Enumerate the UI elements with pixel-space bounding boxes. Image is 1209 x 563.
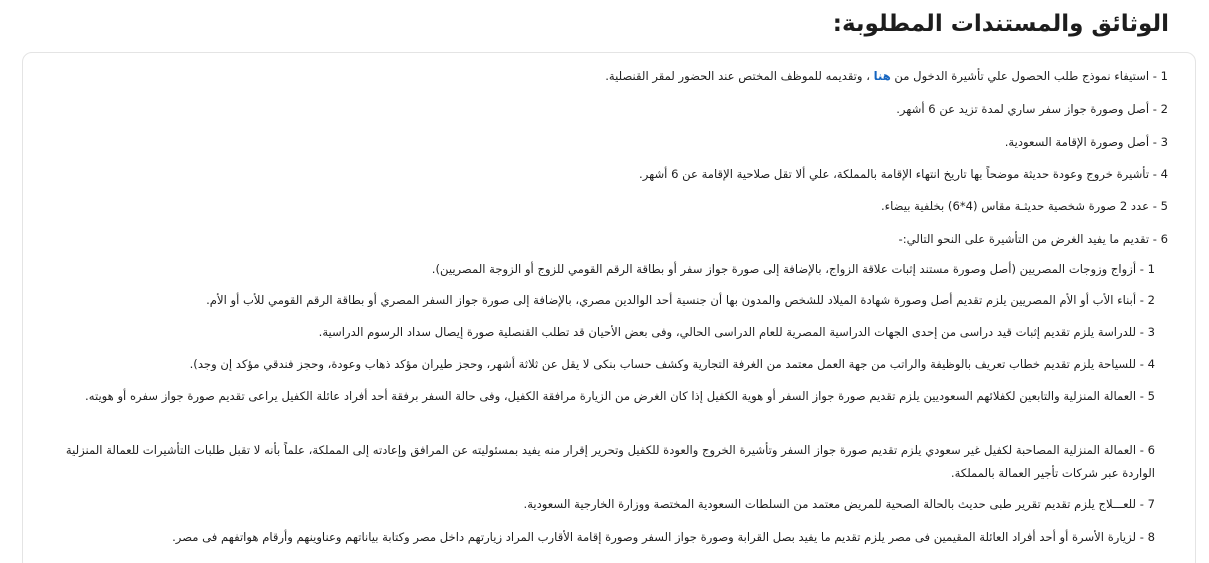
purpose-item-6: 6 - العمالة المنزلية المصاحبة لكفيل غير سعودي يلزم تقديم صورة جواز السفر وتأشيرة الخروج والعودة للكفيل وتحرير إقرار منه يفيد بمسئوليته عن المرافق وإعادته إلى المملكة، علماً بأنه لا تقبل طلبات التأشيرات للعمالة المنزلية الواردة عبر شركات تأجير العمالة بالمملكة.: [65, 443, 1155, 480]
page-title: الوثائق والمستندات المطلوبة:: [832, 11, 1169, 37]
purpose-item-3: 3 - للدراسة يلزم تقديم إثبات قيد دراسى من إحدى الجهات الدراسية المصرية للعام الدراسى الحالي، وفى بعض الأحيان قد تطلب القنصلية صورة إيصال سداد الرسوم الدراسية.: [318, 325, 1155, 339]
purpose-item-1: 1 - أزواج وزوجات المصريين (أصل وصورة مستند إثبات علاقة الزواج، بالإضافة إلى صورة جواز سفر أو بطاقة الرقم القومي للزوج أو الزوجة المصريين).: [431, 262, 1155, 276]
requirement-item-1-before: 1 - استيفاء نموذج طلب الحصول علي تأشيرة الدخول من: [890, 69, 1168, 83]
requirement-item-1-after: ، وتقديمه للموظف المختص عند الحضور لمقر القنصلية.: [605, 69, 874, 83]
requirement-item-2: 2 - أصل وصورة جواز سفر ساري لمدة تزيد عن 6 أشهر.: [896, 102, 1168, 116]
requirement-item-5: 5 - عدد 2 صورة شخصية حديثـة مقاس (4*6) بخلفية بيضاء.: [880, 199, 1168, 213]
purpose-item-8: 8 - لزيارة الأسرة أو أحد أفراد العائلة المقيمين فى مصر يلزم تقديم ما يفيد بصل القرابة وصورة جواز السفر وصورة إقامة الأقارب المراد زيارتهم داخل مصر وكتابة بياناتهم وعناوينهم وأرقام هواتفهم فى مصر.: [172, 530, 1155, 544]
purpose-item-5: 5 - العمالة المنزلية والتابعين لكفلائهم السعوديين يلزم تقديم صورة جواز السفر أو هوية الكفيل إذا كان الغرض من الزيارة مرافقة الكفيل، وفى حالة السفر برفقة أحد أفراد عائلة الكفيل يراعى تقديم صورة جواز سفره أو هويته.: [85, 389, 1155, 403]
form-download-link[interactable]: هنا: [873, 69, 891, 83]
requirement-item-3: 3 - أصل وصورة الإقامة السعودية.: [1004, 135, 1168, 149]
purpose-item-2: 2 - أبناء الأب أو الأم المصريين يلزم تقديم أصل وصورة شهادة الميلاد للشخص والمدون بها أن جنسية أحد الوالدين مصري، بالإضافة إلى صورة جواز السفر المصري أو بطاقة الرقم القومي للأب أو الأم.: [206, 293, 1155, 307]
requirement-item-1: [45, 65, 1168, 87]
purpose-item-4: 4 - للسياحة يلزم تقديم خطاب تعريف بالوظيفة والراتب من جهة العمل معتمد من الغرفة التجارية وكشف حساب بنكى لا يقل عن ثلاثة أشهر، وحجز طيران مؤكد ذهاب وعودة، وحجز فندقي مؤكد إن وجد).: [189, 357, 1155, 371]
purpose-item-7: 7 - للعـــلاج يلزم تقديم تقرير طبى حديث بالحالة الصحية للمريض معتمد من السلطات السعودية المختصة ووزارة الخارجية السعودية.: [523, 497, 1155, 511]
requirement-item-4: 4 - تأشيرة خروج وعودة حديثة موضحاً بها تاريخ انتهاء الإقامة بالمملكة، علي ألا تقل صلاحية الإقامة عن 6 أشهر.: [639, 167, 1168, 181]
requirements-card: [22, 52, 1196, 563]
requirement-item-6: 6 - تقديم ما يفيد الغرض من التأشيرة على النحو التالي:-: [898, 232, 1168, 246]
